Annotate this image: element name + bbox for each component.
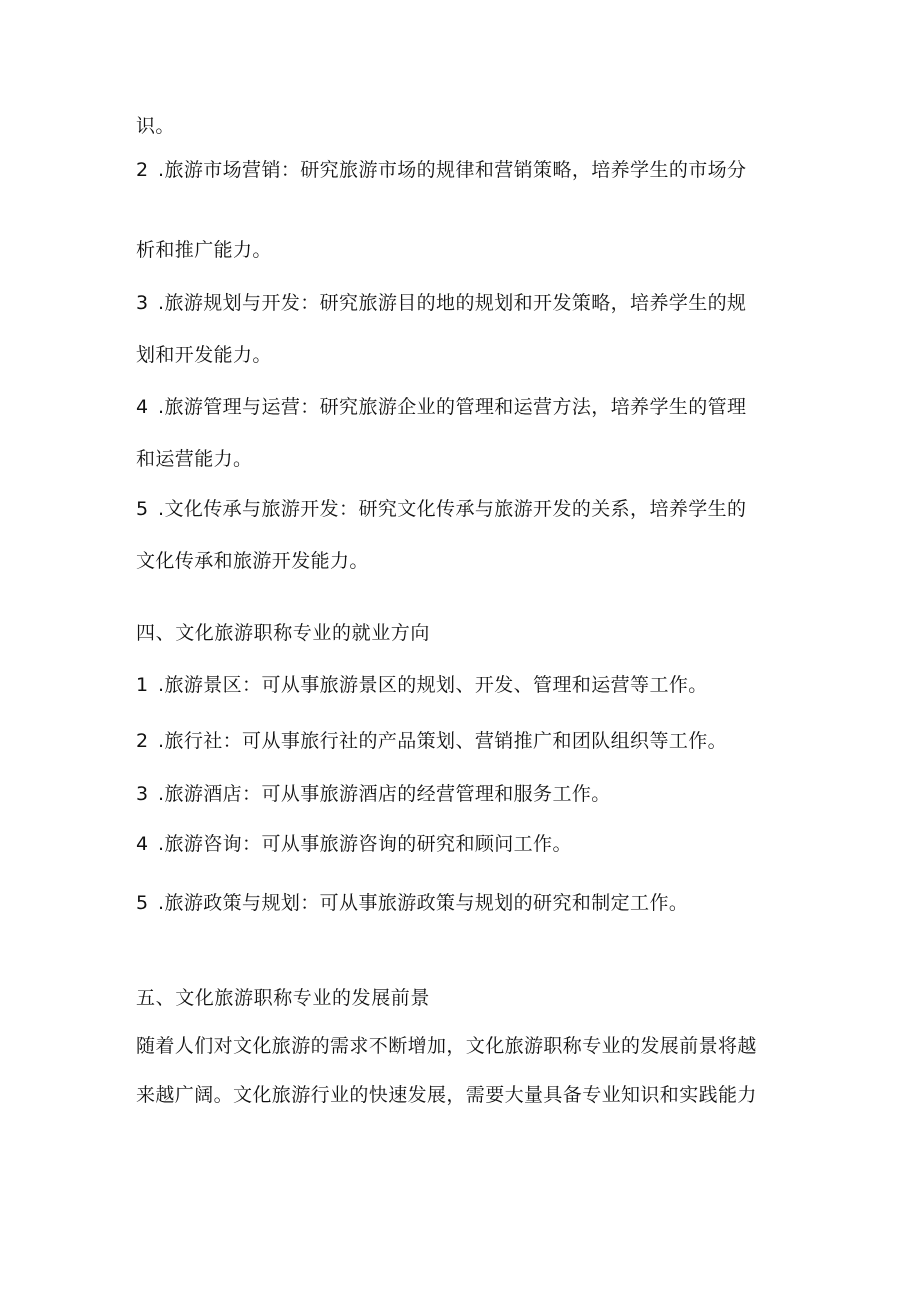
continuation-text: 识。 (136, 115, 175, 137)
item-text: .旅游景区：可从事旅游景区的规划、开发、管理和运营等工作。 (158, 674, 708, 696)
item-number: 5 (136, 498, 149, 520)
study-item-3-cont: 划和开发能力。 (136, 344, 272, 366)
section5-heading: 五、文化旅游职称专业的发展前景 (136, 987, 431, 1009)
section4-heading: 四、文化旅游职称专业的就业方向 (136, 622, 431, 644)
item-number: 4 (136, 833, 149, 855)
study-item-2-cont: 析和推广能力。 (136, 239, 272, 261)
study-item-3 (136, 290, 746, 316)
item-text: .旅游管理与运营：研究旅游企业的管理和运营方法，培养学生的管理 (158, 396, 747, 418)
study-item-2 (136, 157, 746, 183)
item-text: .旅游政策与规划：可从事旅游政策与规划的研究和制定工作。 (158, 892, 689, 914)
study-item-5 (136, 496, 746, 522)
study-item-4 (136, 394, 746, 420)
employment-item-5 (136, 890, 688, 916)
employment-item-1 (136, 672, 708, 698)
employment-item-3 (136, 781, 611, 807)
section5-paragraph-line2: 来越广阔。文化旅游行业的快速发展，需要大量具备专业知识和实践能力 (136, 1084, 757, 1106)
item-number: 1 (136, 674, 149, 696)
section5-paragraph-line1: 随着人们对文化旅游的需求不断增加，文化旅游职称专业的发展前景将越 (136, 1035, 757, 1057)
item-number: 2 (136, 730, 149, 752)
item-text: .旅游规划与开发：研究旅游目的地的规划和开发策略，培养学生的规 (158, 292, 747, 314)
item-number: 2 (136, 159, 149, 181)
employment-item-4 (136, 831, 572, 857)
item-text: .旅行社：可从事旅行社的产品策划、营销推广和团队组织等工作。 (158, 730, 728, 752)
item-number: 4 (136, 396, 149, 418)
item-text: .旅游酒店：可从事旅游酒店的经营管理和服务工作。 (158, 783, 611, 805)
study-item-4-cont: 和运营能力。 (136, 448, 253, 470)
item-text: .旅游市场营销：研究旅游市场的规律和营销策略，培养学生的市场分 (158, 159, 747, 181)
item-text: .文化传承与旅游开发：研究文化传承与旅游开发的关系，培养学生的 (158, 498, 747, 520)
item-number: 3 (136, 292, 149, 314)
employment-item-2 (136, 728, 727, 754)
item-number: 3 (136, 783, 149, 805)
item-number: 5 (136, 892, 149, 914)
item-text: .旅游咨询：可从事旅游咨询的研究和顾问工作。 (158, 833, 572, 855)
study-item-5-cont: 文化传承和旅游开发能力。 (136, 550, 369, 572)
